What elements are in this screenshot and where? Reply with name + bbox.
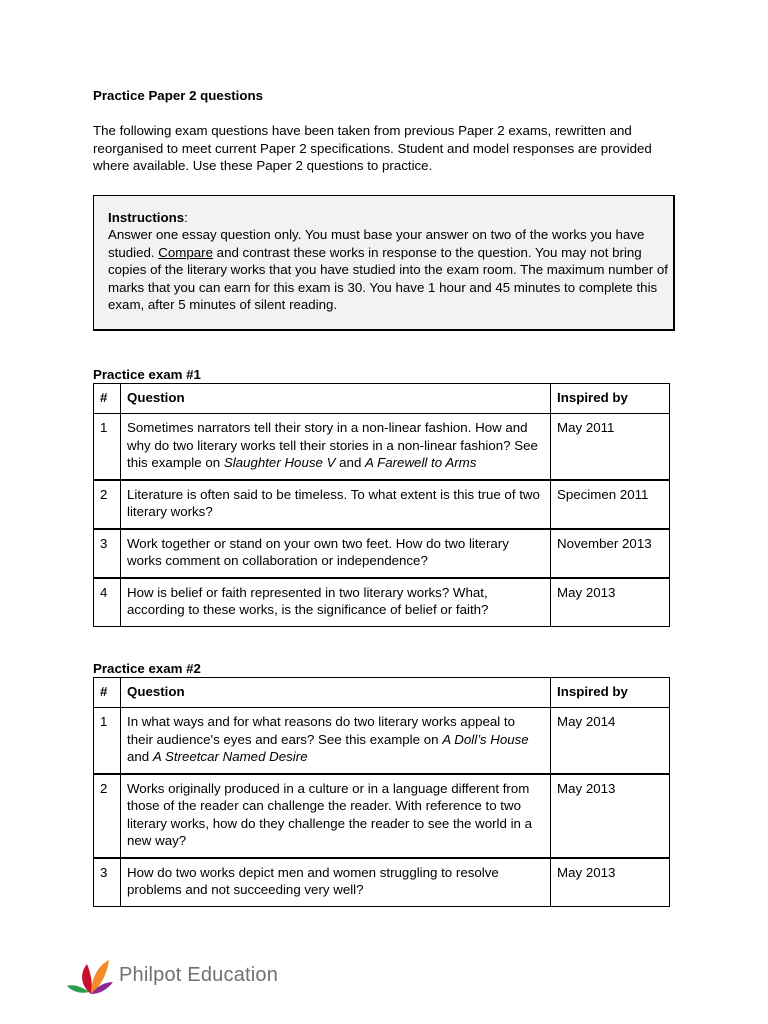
row-inspired: November 2013 bbox=[551, 529, 670, 578]
row-num: 4 bbox=[94, 578, 121, 627]
instructions-text-2: and contrast these works in response to the question. You may not bring copies of the literary works that you have studied into the exam room. The maximum number of marks that you can earn for this exam is 30. You have 1 hour and 45 minutes to complete this exam, after 5 minutes of silent reading. bbox=[108, 244, 668, 312]
question-text: and bbox=[127, 749, 153, 764]
leaf-logo-icon bbox=[67, 956, 113, 996]
row-question: How is belief or faith represented in two literary works? What, according to these works, is the significance of belief or faith? bbox=[121, 578, 551, 627]
table-row bbox=[94, 529, 670, 578]
row-question: How do two works depict men and women struggling to resolve problems and not succeeding very well? bbox=[121, 858, 551, 907]
row-inspired: May 2013 bbox=[551, 774, 670, 858]
work-title: A Doll’s House bbox=[442, 731, 529, 747]
page bbox=[93, 87, 675, 907]
table-row bbox=[94, 414, 670, 480]
row-question bbox=[121, 708, 551, 774]
instructions-text-1: Answer one essay question only. You must base your answer on two of the works you have studied. bbox=[108, 227, 645, 260]
work-title: A Streetcar Named Desire bbox=[152, 749, 308, 764]
instructions-colon: : bbox=[184, 209, 188, 225]
row-question: Works originally produced in a culture or in a language different from those of the reader can challenge the reader. With reference to two literary works, how do they challenge the reader to see the world in a new way? bbox=[121, 774, 551, 858]
footer bbox=[67, 956, 278, 996]
instructions-box bbox=[93, 195, 675, 331]
table-row bbox=[94, 708, 670, 774]
row-question: Work together or stand on your own two feet. How do two literary works comment on collaboration or independence? bbox=[121, 529, 551, 578]
table-header-row bbox=[94, 677, 670, 708]
header-inspired: Inspired by bbox=[551, 383, 670, 414]
exam2-table bbox=[93, 677, 670, 907]
header-inspired: Inspired by bbox=[551, 677, 670, 708]
row-num: 1 bbox=[94, 414, 121, 480]
header-num: # bbox=[94, 677, 121, 708]
header-question: Question bbox=[121, 383, 551, 414]
row-num: 2 bbox=[94, 480, 121, 529]
table-header-row bbox=[94, 383, 670, 414]
table-row bbox=[94, 480, 670, 529]
table-row bbox=[94, 578, 670, 627]
row-num: 3 bbox=[94, 858, 121, 907]
row-inspired: May 2013 bbox=[551, 578, 670, 627]
question-text: In what ways and for what reasons do two literary works appeal to their audience's eyes and ears? See this example on bbox=[127, 714, 516, 747]
header-num: # bbox=[94, 383, 121, 414]
row-inspired: Specimen 2011 bbox=[551, 480, 670, 529]
instructions-heading: Instructions bbox=[108, 209, 185, 225]
intro-paragraph: The following exam questions have been taken from previous Paper 2 exams, rewritten and reorganised to meet current Paper 2 specifications. Student and model responses are provided where available. Use these Paper 2 questions to practice. bbox=[93, 123, 652, 173]
row-inspired: May 2014 bbox=[551, 708, 670, 774]
exam1-title: Practice exam #1 bbox=[93, 366, 201, 382]
row-question: Literature is often said to be timeless. To what extent is this true of two literary works? bbox=[121, 480, 551, 529]
row-num: 2 bbox=[94, 774, 121, 858]
brand-name: Philpot Education bbox=[119, 964, 279, 987]
question-text: Sometimes narrators tell their story in a non-linear fashion. How and why do two literary works tell their stories in a non-linear fashion? See this example on bbox=[127, 420, 538, 470]
exam2-title: Practice exam #2 bbox=[93, 660, 201, 676]
row-num: 1 bbox=[94, 708, 121, 774]
table-row bbox=[94, 774, 670, 858]
exam1-table bbox=[93, 383, 670, 627]
page-title: Practice Paper 2 questions bbox=[93, 88, 263, 103]
instructions-compare: Compare bbox=[158, 244, 213, 260]
table-row bbox=[94, 858, 670, 907]
row-num: 3 bbox=[94, 529, 121, 578]
work-title: Slaughter House V bbox=[223, 455, 336, 470]
row-inspired: May 2013 bbox=[551, 858, 670, 907]
work-title: A Farewell to Arms bbox=[365, 455, 477, 470]
question-text: and bbox=[335, 455, 366, 470]
row-inspired: May 2011 bbox=[551, 414, 670, 480]
header-question: Question bbox=[121, 677, 551, 708]
row-question bbox=[121, 414, 551, 480]
